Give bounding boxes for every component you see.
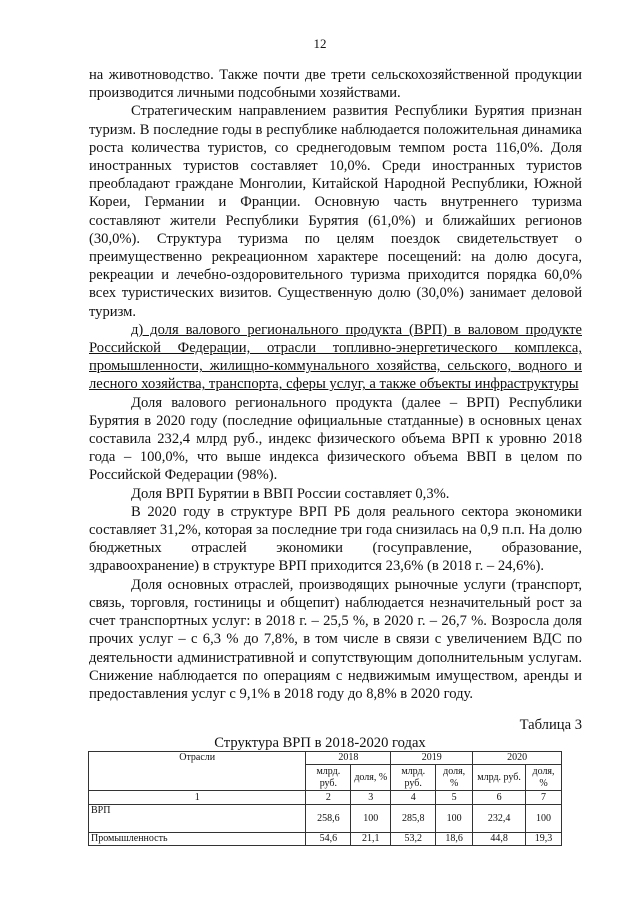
table-header-row xyxy=(89,752,562,765)
table-cell: 100 xyxy=(526,805,562,833)
table-label: Таблица 3 xyxy=(519,717,582,733)
table-cell: 100 xyxy=(351,805,391,833)
paragraph-1: Стратегическим направлением развития Республики Бурятия признан туризм. В последние годы в республике наблюдается положительная динамика роста количества туристов, со среднегодовым темпом роста 116,0%. Доля иностранных туристов составляет 10,0%. Среди иностранных туристов преобладают граждане Монголии, Китайской Народной Республики, Южной Кореи, Германии и Франции. Основную часть внутреннего туризма составляют жители Республики Бурятия (61,0%) и ближайших регионов (30,0%). Структура туризма по целям поездок свидетельствует о преимущественно рекреационном характере посещений: на долю досуга, рекреации и лечебно-оздоровительного туризма приходится порядка 60,0% всех туристических визитов. Существенную долю (30,0%) занимает деловой туризм. xyxy=(89,103,582,320)
column-number: 3 xyxy=(351,791,391,805)
column-number: 1 xyxy=(89,791,306,805)
row-label: ВРП xyxy=(89,805,306,833)
header-year: 2018 xyxy=(306,752,391,765)
header-unit-share: доля, % xyxy=(526,765,562,791)
table-cell: 100 xyxy=(436,805,473,833)
column-number: 6 xyxy=(473,791,526,805)
table-cell: 18,6 xyxy=(436,833,473,846)
table-cell: 53,2 xyxy=(391,833,436,846)
paragraph-6: Доля основных отраслей, производящих рыночные услуги (транспорт, связь, торговля, гостиницы и общепит) наблюдается незначительный рост за счет транспортных услуг: в 2018 г. – 25,5 %, в 2020 г. – 26,7 %. Возросла доля прочих услуг – с 6,3 % до 7,8%, в том числе в связи с увеличением ВДС по деятельности административной и сопутствующим дополнительным услугам. Снижение наблюдается по операциям с недвижимым имуществом, аренды и предоставления услуг с 9,1% в 2018 году до 8,8% в 2020 году. xyxy=(89,576,582,702)
table-cell: 232,4 xyxy=(473,805,526,833)
paragraph-3: Доля валового регионального продукта (далее – ВРП) Республики Бурятия в 2020 году (последние официальные статданные) в основных ценах составила 232,4 млрд руб., индекс физического объема ВРП к уровню 2018 года – 100,0%, что выше индекса физического объема ВВП в целом по Российской Федерации (98%). xyxy=(89,394,582,484)
paragraph-0: на животноводство. Также почти две трети сельскохозяйственной продукции производится личными подсобными хозяйствами. xyxy=(89,67,582,102)
header-unit-share: доля, % xyxy=(351,765,391,791)
table-row xyxy=(89,805,562,833)
section-heading-d: д) доля валового регионального продукта (ВРП) в валовом продукте Российской Федерации, отрасли топливно-энергетического комплекса, промышленности, жилищно-коммунального хозяйства, сельского, водного и лесного хозяйства, транспорта, сферы услуг, а также объекты инфраструктуры xyxy=(89,321,582,393)
header-unit-value: млрд. руб. xyxy=(306,765,351,791)
header-year: 2020 xyxy=(473,752,562,765)
page-number: 12 xyxy=(313,36,327,51)
table-cell: 285,8 xyxy=(391,805,436,833)
table-row xyxy=(89,833,562,846)
table-cell: 258,6 xyxy=(306,805,351,833)
paragraph-5: В 2020 году в структуре ВРП РБ доля реального сектора экономики составляет 31,2%, которая за последние три года снизилась на 0,9 п.п. На долю бюджетных отраслей экономики (госуправление, образование, здравоохранение) в структуре ВРП приходится 23,6% (в 2018 г. – 24,6%). xyxy=(89,503,582,575)
header-year: 2019 xyxy=(391,752,473,765)
column-number: 4 xyxy=(391,791,436,805)
row-label: Промышленность xyxy=(89,833,306,846)
body-text xyxy=(89,66,582,703)
vrp-structure-table xyxy=(88,751,562,846)
column-number: 2 xyxy=(306,791,351,805)
header-sectors: Отрасли xyxy=(89,752,306,791)
table-cell: 44,8 xyxy=(473,833,526,846)
table-cell: 19,3 xyxy=(526,833,562,846)
header-unit-share: доля, % xyxy=(436,765,473,791)
header-unit-value: млрд. руб. xyxy=(391,765,436,791)
table-cell: 21,1 xyxy=(351,833,391,846)
column-number: 5 xyxy=(436,791,473,805)
paragraph-4: Доля ВРП Бурятии в ВВП России составляет 0,3%. xyxy=(131,485,450,502)
table-title: Структура ВРП в 2018-2020 годах xyxy=(214,735,426,751)
header-unit-value: млрд. руб. xyxy=(473,765,526,791)
table-cell: 54,6 xyxy=(306,833,351,846)
table-numbering-row xyxy=(89,791,562,805)
column-number: 7 xyxy=(526,791,562,805)
